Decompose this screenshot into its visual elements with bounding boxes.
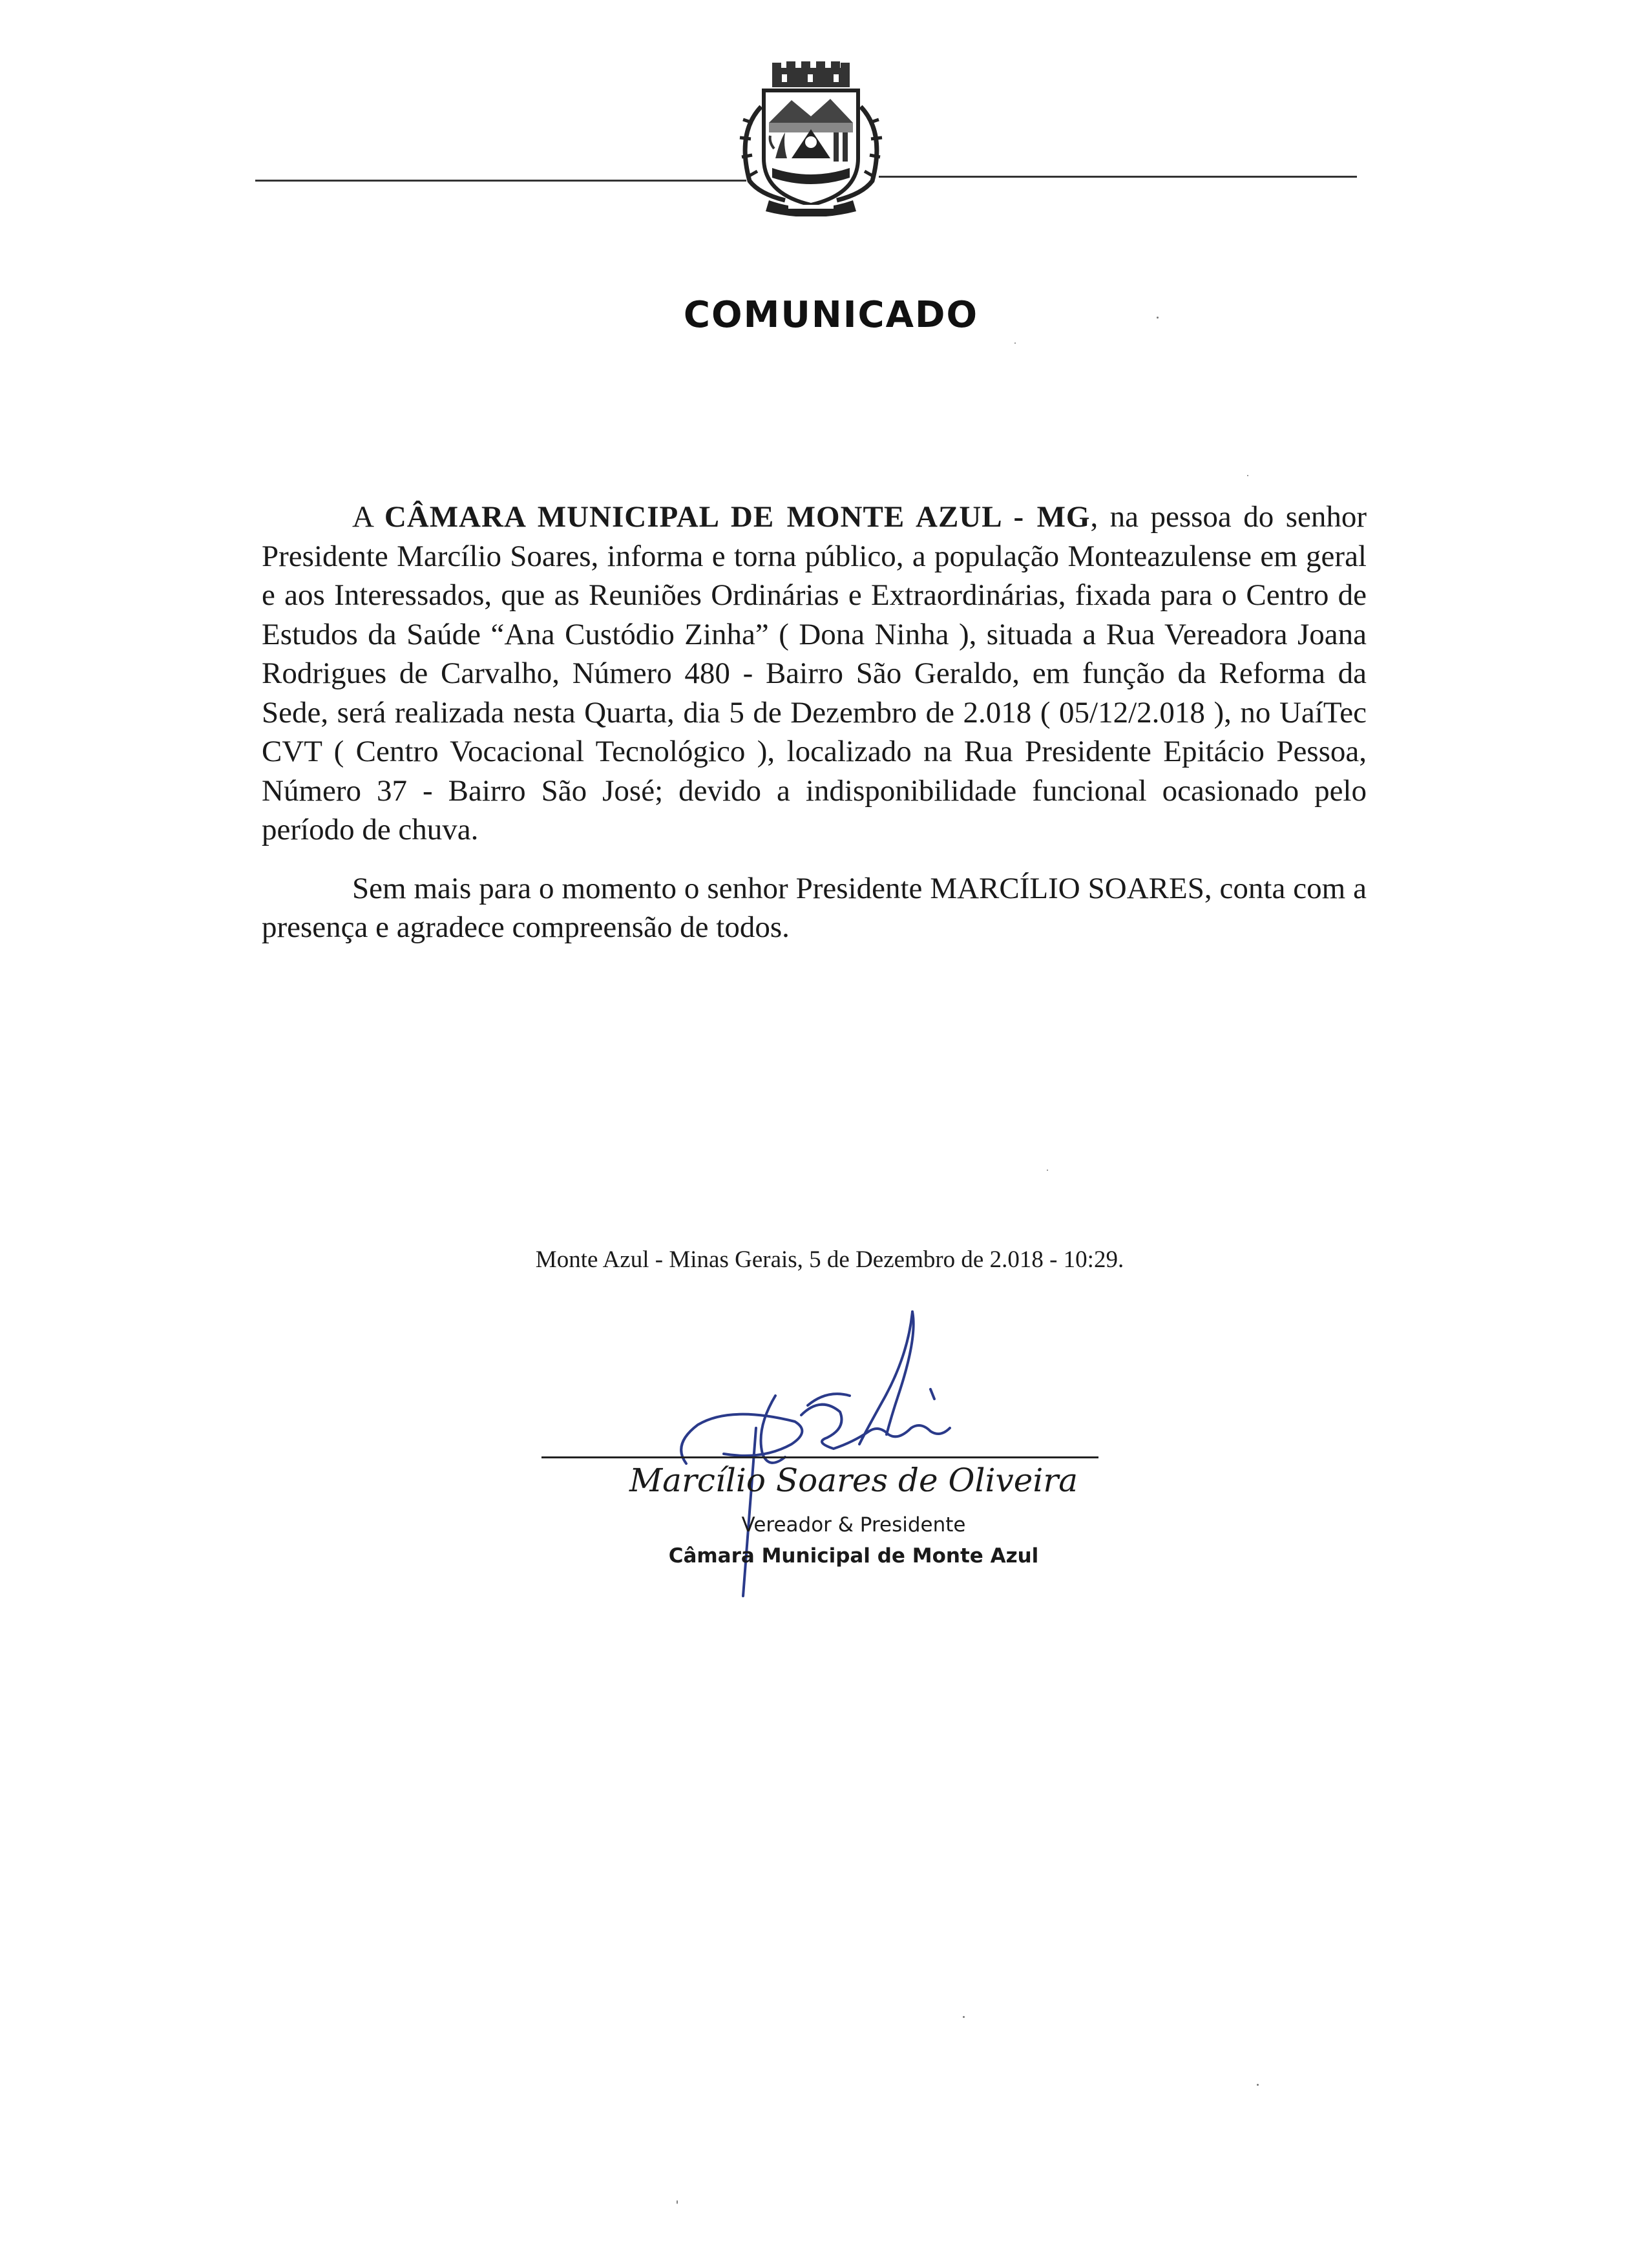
paragraph-1-text: , na pessoa do senhor Presidente Marcílio Soares, informa e torna público, a população Monteazulense em geral e aos Interessados, que as Reuniões Ordinárias e Extraordinárias, fixada para o Centro de Estudos da Saúde “Ana Custódio Zinha” ( Dona Ninha ), situada a Rua Vereadora Joana Rodrigues de Carvalho, Número 480 - Bairro São Geraldo, em função da Reforma da Sede, será realizada nesta Quarta, dia 5 de Dezembro de 2.018 ( 05/12/2.018 ), no UaíTec CVT ( Centro Vocacional Tecnológico ), localizado na Rua Presidente Epitácio Pessoa, Número 37 - Bairro São José; devido a indisponibilidade funcional ocasionado pelo período de chuva. [262, 500, 1367, 846]
place-and-date: Monte Azul - Minas Gerais, 5 de Dezembro de 2.018 - 10:29. [535, 1246, 1124, 1273]
scan-speck [1157, 317, 1159, 319]
announcement-paragraph-2: Sem mais para o momento o senhor Presidente MARCÍLIO SOARES, conta com a presença e agradece compreensão de todos. [262, 871, 1367, 944]
scan-speck [677, 2200, 678, 2204]
paragraph-1-prefix: A [352, 500, 384, 534]
scan-speck [1047, 1170, 1048, 1171]
header-rule-right [879, 176, 1357, 178]
scan-speck [1247, 475, 1248, 476]
signer-name: Marcílio Soares de Oliveira [629, 1462, 1078, 1499]
scan-speck [963, 2016, 965, 2018]
announcement-body [262, 498, 1367, 947]
document-title: COMUNICADO [683, 294, 979, 336]
signer-role: Vereador & Presidente [741, 1513, 966, 1537]
organization-name: CÂMARA MUNICIPAL DE MONTE AZUL - MG [384, 500, 1091, 534]
scan-speck [1257, 2084, 1259, 2086]
header-rule-left [255, 180, 746, 182]
municipal-coat-of-arms-icon [724, 61, 898, 216]
signer-organization: Câmara Municipal de Monte Azul [668, 1544, 1039, 1568]
scan-speck [1014, 342, 1016, 344]
signature-line [541, 1456, 1098, 1458]
announcement-paragraph-1 [262, 498, 1367, 850]
